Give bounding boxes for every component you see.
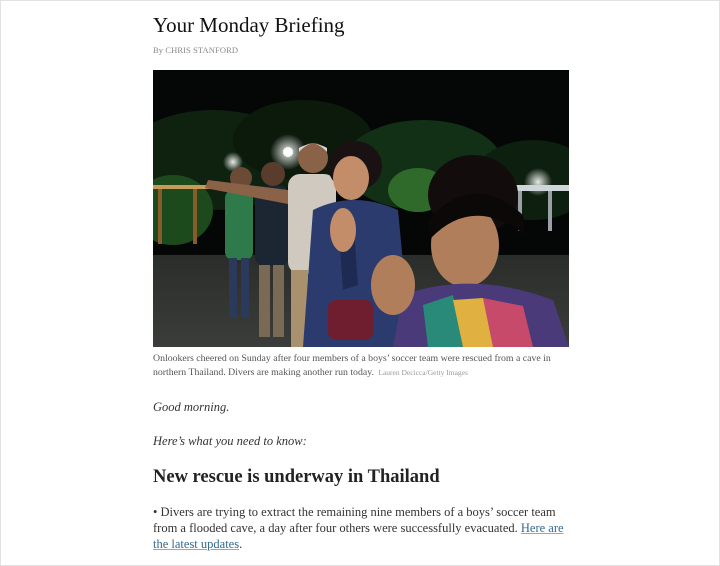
paragraph-trailing: .: [239, 537, 243, 552]
article-headline: Your Monday Briefing: [153, 13, 345, 37]
intro-line: Here’s what you need to know:: [153, 434, 307, 448]
bullet: •: [153, 505, 158, 519]
paragraph-text: Divers are trying to extract the remaining nine members of a boys’ soccer team from a flooded cave, a day after four others were successfully evacuated.: [153, 505, 556, 536]
article-byline: By CHRIS STANFORD: [153, 45, 239, 55]
photo-onlookers-illustration: [153, 70, 569, 347]
section-heading: New rescue is underway in Thailand: [153, 467, 440, 487]
section-paragraph: [153, 504, 573, 553]
caption-text: Onlookers cheered on Sunday after four members of a boys’ soccer team were rescued from a cave in northern Thailand. Divers are making another run today.: [153, 353, 551, 378]
article-photo[interactable]: [153, 70, 569, 347]
photo-credit: Lauren Decicca/Getty Images: [378, 368, 468, 377]
greeting: Good morning.: [153, 400, 230, 414]
latest-updates-link[interactable]: Here are the latest updates: [153, 521, 564, 552]
photo-caption: [153, 352, 573, 380]
